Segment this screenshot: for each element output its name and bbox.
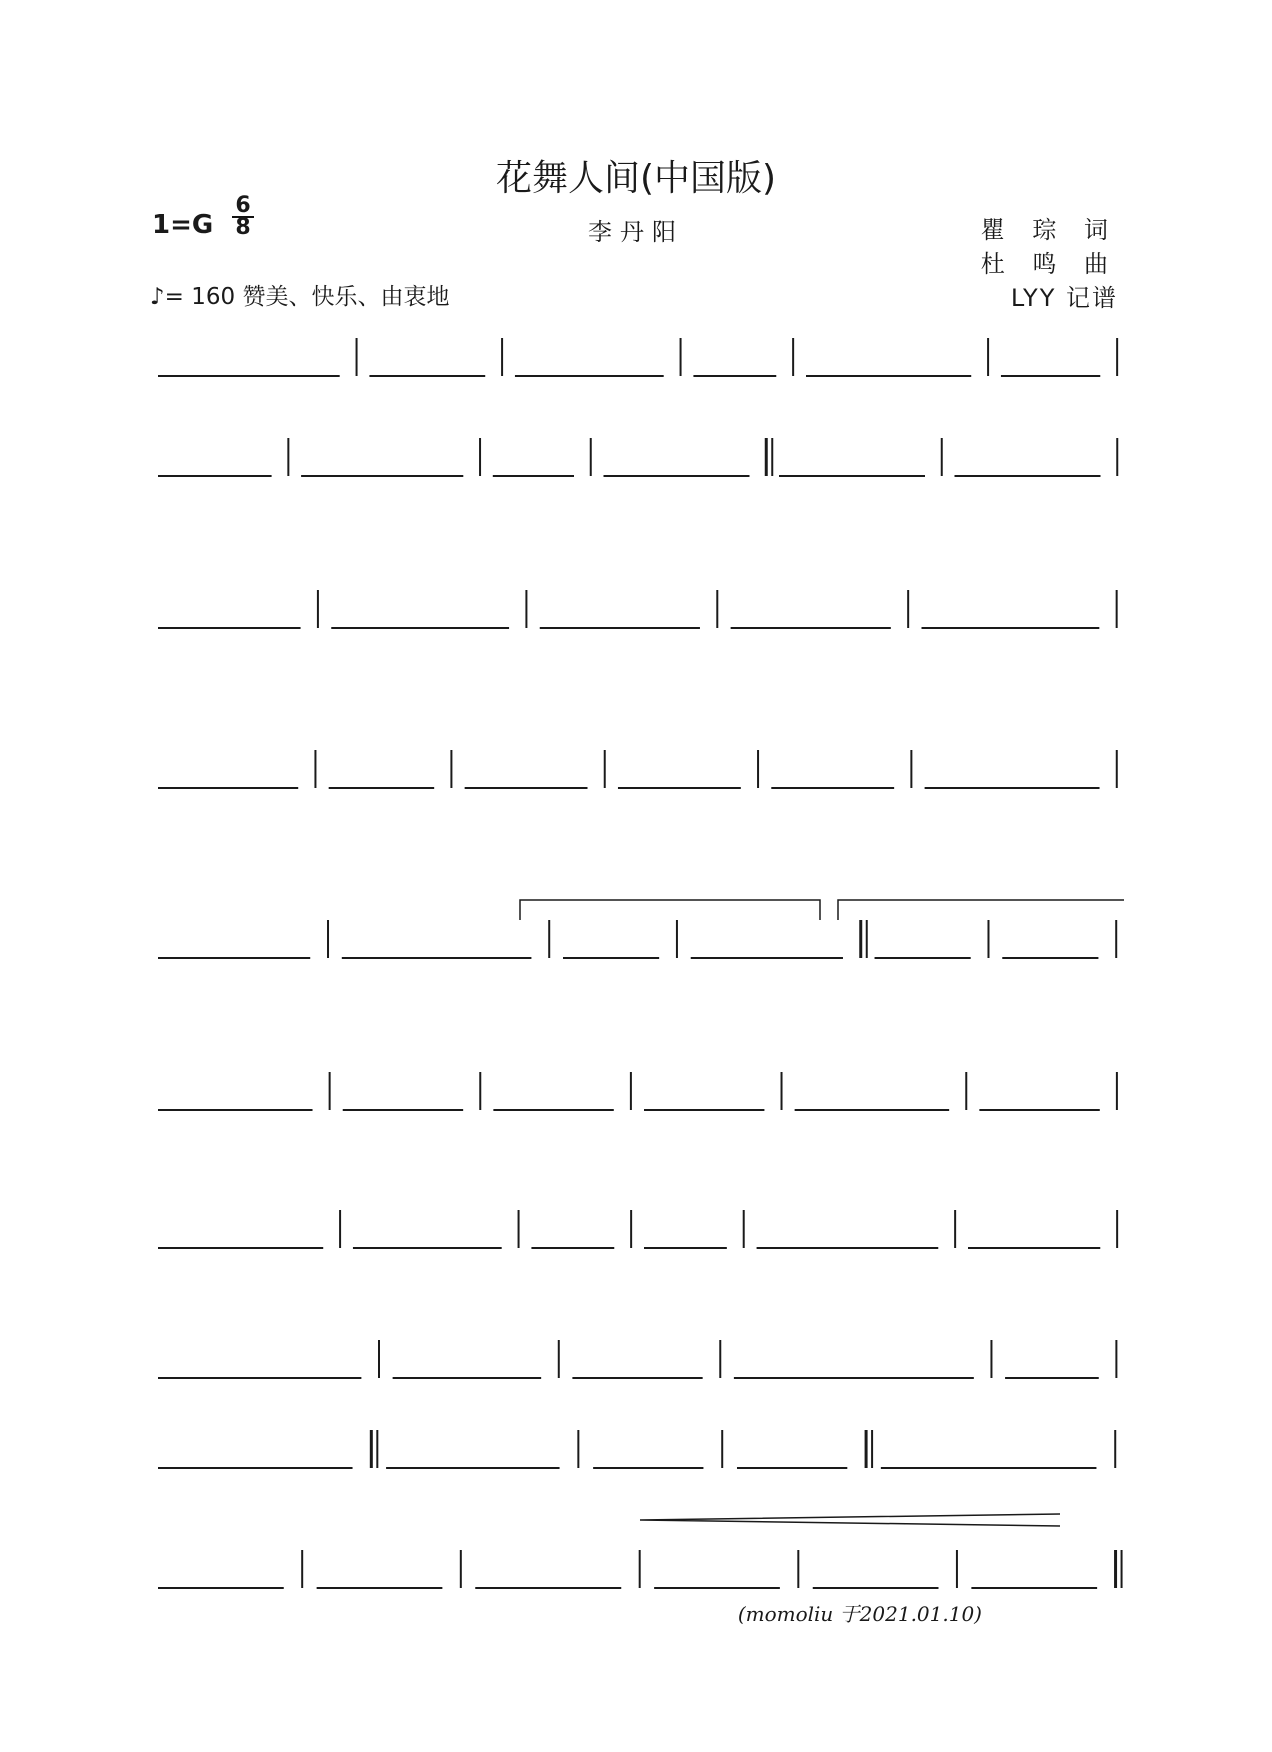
song-title: 花舞人间(中国版) bbox=[495, 158, 777, 199]
volta-bracket-2 bbox=[838, 900, 1124, 920]
singer-name: 李丹阳 bbox=[588, 218, 684, 246]
diminuendo-hairpin bbox=[640, 1514, 1060, 1526]
composer-credit: 杜 鸣 曲 bbox=[980, 250, 1118, 278]
transcription-note: (momoliu 于2021.01.10) bbox=[737, 1602, 982, 1626]
lyricist-credit: 瞿 琮 词 bbox=[980, 216, 1118, 244]
transcriber-credit: LYY 记谱 bbox=[1010, 284, 1118, 312]
time-signature-bottom: 8 bbox=[232, 216, 254, 238]
key-signature: 1=G bbox=[152, 210, 214, 240]
volta-bracket-1 bbox=[520, 900, 820, 920]
time-signature-top: 6 bbox=[235, 193, 251, 218]
tempo-marking: ♪= 160 赞美、快乐、由衷地 bbox=[150, 284, 450, 310]
